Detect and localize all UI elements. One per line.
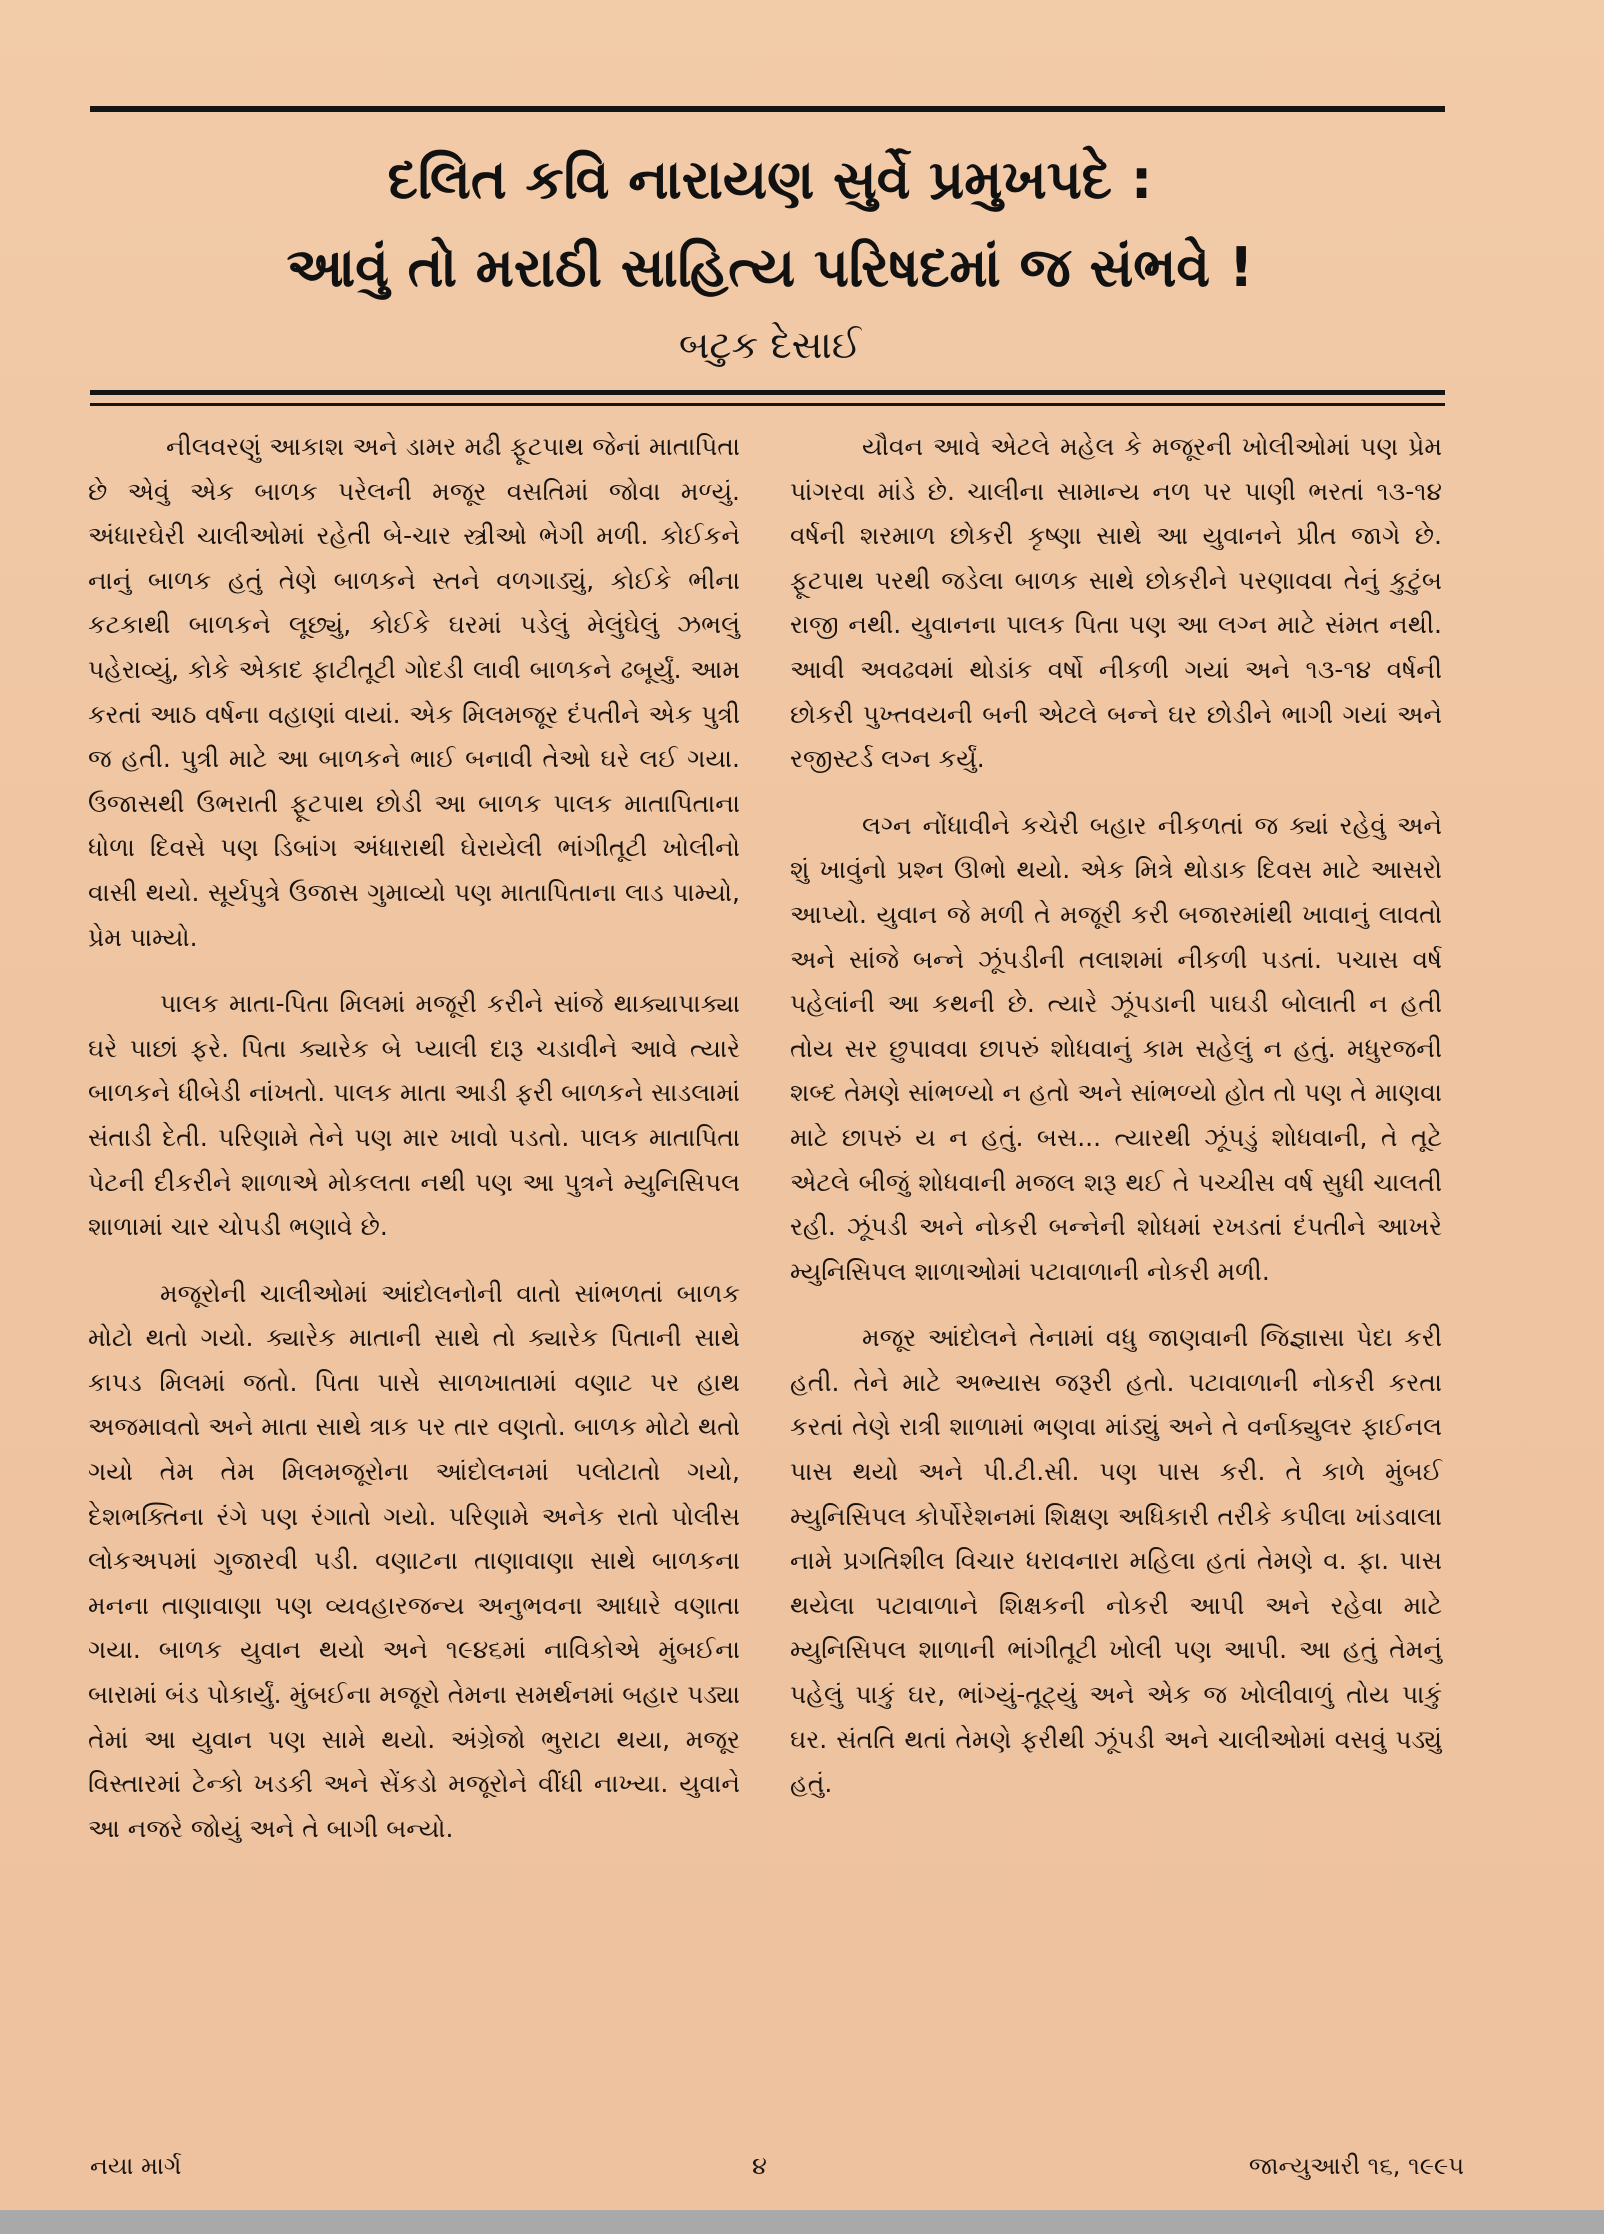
author-byline: બટુક દેસાઈ — [678, 323, 862, 367]
footer-page-number: ૪ — [752, 2152, 767, 2180]
paragraph: મજૂરોની ચાલીઓમાં આંદોલનોની વાતો સાંભળતાં બાળક મોટો થતો ગયો. ક્યારેક માતાની સાથે તો ક્યારેક પિતાની સાથે કાપડ મિલમાં જતો. પિતા પાસે સાળખાતામાં વણાટ પર હાથ અજમાવતો અને માતા સાથે ત્રાક પર તાર વણતો. બાળક મોટો થતો ગયો તેમ તેમ મિલમજૂરોના આંદોલનમાં પલોટાતો ગયો, દેશભક્તિના રંગે પણ રંગાતો ગયો. પરિણામે અનેક રાતો પોલીસ લોકઅપમાં ગુજારવી પડી. વણાટના તાણાવાણા સાથે બાળકના મનના તાણાવાણા પણ વ્યવહારજન્ય અનુભવના આધારે વણાતા ગયા. બાળક યુવાન થયો અને ૧૯૪૬માં નાવિકોએ મુંબઈના બારામાં બંડ પોકાર્યું. મુંબઈના મજૂરો તેમના સમર્થનમાં બહાર પડ્યા તેમાં આ યુવાન પણ સામે થયો. અંગ્રેજો ભુરાટા થયા, મજૂર વિસ્તારમાં ટેન્કો ખડકી અને સેંકડો મજૂરોને વીંધી નાખ્યા. યુવાને આ નજરે જોયું અને તે બાગી બન્યો. — [88, 1278, 740, 1843]
right-column — [790, 425, 1442, 1829]
paragraph: પાલક માતા-પિતા મિલમાં મજૂરી કરીને સાંજે થાક્યાપાક્યા ઘરે પાછાં ફરે. પિતા ક્યારેક બે પ્યાલી દારૂ ચડાવીને આવે ત્યારે બાળકને ધીબેડી નાંખતો. પાલક માતા આડી ફરી બાળકને સાડલામાં સંતાડી દેતી. પરિણામે તેને પણ માર ખાવો પડતો. પાલક માતાપિતા પેટની દીકરીને શાળાએ મોકલતા નથી પણ આ પુત્રને મ્યુનિસિપલ શાળામાં ચાર ચોપડી ભણાવે છે. — [88, 989, 740, 1242]
paragraph: નીલવરણું આકાશ અને ડામર મઢી ફૂટપાથ જેનાં માતાપિતા છે એવું એક બાળક પરેલની મજૂર વસતિમાં જોવા મળ્યું. અંધારઘેરી ચાલીઓમાં રહેતી બે-ચાર સ્ત્રીઓ ભેગી મળી. કોઈકને નાનું બાળક હતું તેણે બાળકને સ્તને વળગાડ્યું, કોઈકે ભીના કટકાથી બાળકને લૂછ્યું, કોઈકે ઘરમાં પડેલું મેલુંઘેલું ઝભલું પહેરાવ્યું, કોકે એકાદ ફાટીતૂટી ગોદડી લાવી બાળકને ઢબૂર્યું. આમ કરતાં આઠ વર્ષના વહાણાં વાયાં. એક મિલમજૂર દંપતીને એક પુત્રી જ હતી. પુત્રી માટે આ બાળકને ભાઈ બનાવી તેઓ ઘરે લઈ ગયા. ઉજાસથી ઉભરાતી ફૂટપાથ છોડી આ બાળક પાલક માતાપિતાના ધોળા દિવસે પણ ડિબાંગ અંધારાથી ઘેરાયેલી ભાંગીતૂટી ખોલીનો વાસી થયો. સૂર્યપુત્રે ઉજાસ ગુમાવ્યો પણ માતાપિતાના લાડ પામ્યો, પ્રેમ પામ્યો. — [88, 432, 740, 952]
paragraph: લગ્ન નોંધાવીને કચેરી બહાર નીકળતાં જ ક્યાં રહેવું અને શું ખાવુંનો પ્રશ્ન ઊભો થયો. એક મિત્રે થોડાક દિવસ માટે આસરો આપ્યો. યુવાન જે મળી તે મજૂરી કરી બજારમાંથી ખાવાનું લાવતો અને સાંજે બન્ને ઝૂંપડીની તલાશમાં નીકળી પડતાં. પચાસ વર્ષ પહેલાંની આ કથની છે. ત્યારે ઝૂંપડાની પાઘડી બોલાતી ન હતી તોય સર છુપાવવા છાપરું શોધવાનું કામ સહેલું ન હતું. મધુરજની શબ્દ તેમણે સાંભળ્યો ન હતો અને સાંભળ્યો હોત તો પણ તે માણવા માટે છાપરું ય ન હતું. બસ... ત્યારથી ઝૂંપડું શોધવાની, તે તૂટે એટલે બીજું શોધવાની મજલ શરૂ થઈ તે પચ્ચીસ વર્ષ સુધી ચાલતી રહી. ઝૂંપડી અને નોકરી બન્નેની શોધમાં રખડતાં દંપતીને આખરે મ્યુનિસિપલ શાળાઓમાં પટાવાળાની નોકરી મળી. — [790, 810, 1442, 1286]
header-rule-thick — [90, 390, 1445, 395]
top-rule — [90, 106, 1445, 112]
paragraph: યૌવન આવે એટલે મહેલ કે મજૂરની ખોલીઓમાં પણ પ્રેમ પાંગરવા માંડે છે. ચાલીના સામાન્ય નળ પર પાણી ભરતાં ૧૩-૧૪ વર્ષની શરમાળ છોકરી કૃષ્ણા સાથે આ યુવાનને પ્રીત જાગે છે. ફૂટપાથ પરથી જડેલા બાળક સાથે છોકરીને પરણાવવા તેનું કુટુંબ રાજી નથી. યુવાનના પાલક પિતા પણ આ લગ્ન માટે સંમત નથી. આવી અવઢવમાં થોડાંક વર્ષો નીકળી ગયાં અને ૧૩-૧૪ વર્ષની છોકરી પુખ્તવયની બની એટલે બન્ને ઘર છોડીને ભાગી ગયાં અને રજીસ્ટર્ડ લગ્ન કર્યું. — [790, 432, 1442, 774]
paragraph: મજૂર આંદોલને તેનામાં વધુ જાણવાની જિજ્ઞાસા પેદા કરી હતી. તેને માટે અભ્યાસ જરૂરી હતો. પટાવાળાની નોકરી કરતા કરતાં તેણે રાત્રી શાળામાં ભણવા માંડ્યું અને તે વર્નાક્યુલર ફાઈનલ પાસ થયો અને પી.ટી.સી. પણ પાસ કરી. તે કાળે મુંબઈ મ્યુનિસિપલ કોર્પોરેશનમાં શિક્ષણ અધિકારી તરીકે કપીલા ખાંડવાલા નામે પ્રગતિશીલ વિચાર ધરાવનારા મહિલા હતાં તેમણે વ. ફા. પાસ થયેલા પટાવાળાને શિક્ષકની નોકરી આપી અને રહેવા માટે મ્યુનિસિપલ શાળાની ભાંગીતૂટી ખોલી પણ આપી. આ હતું તેમનું પહેલું પાકું ઘર, ભાંગ્યું-તૂટ્યું અને એક જ ખોલીવાળું તોય પાકું ઘર. સંતતિ થતાં તેમણે ફરીથી ઝૂંપડી અને ચાલીઓમાં વસવું પડ્યું હતું. — [790, 1323, 1442, 1799]
headline-line-1: દલિત કવિ નારાયણ સુર્વે પ્રમુખપદે : — [387, 148, 1153, 211]
headline-line-2: આવું તો મરાઠી સાહિત્ય પરિષદમાં જ સંભવે ! — [286, 236, 1254, 299]
header-rule-thin — [90, 403, 1445, 406]
footer-publication: નયા માર્ગ — [90, 2152, 182, 2180]
left-column — [88, 425, 740, 1873]
footer-date: જાન્યુઆરી ૧૬, ૧૯૯૫ — [1248, 2152, 1464, 2180]
